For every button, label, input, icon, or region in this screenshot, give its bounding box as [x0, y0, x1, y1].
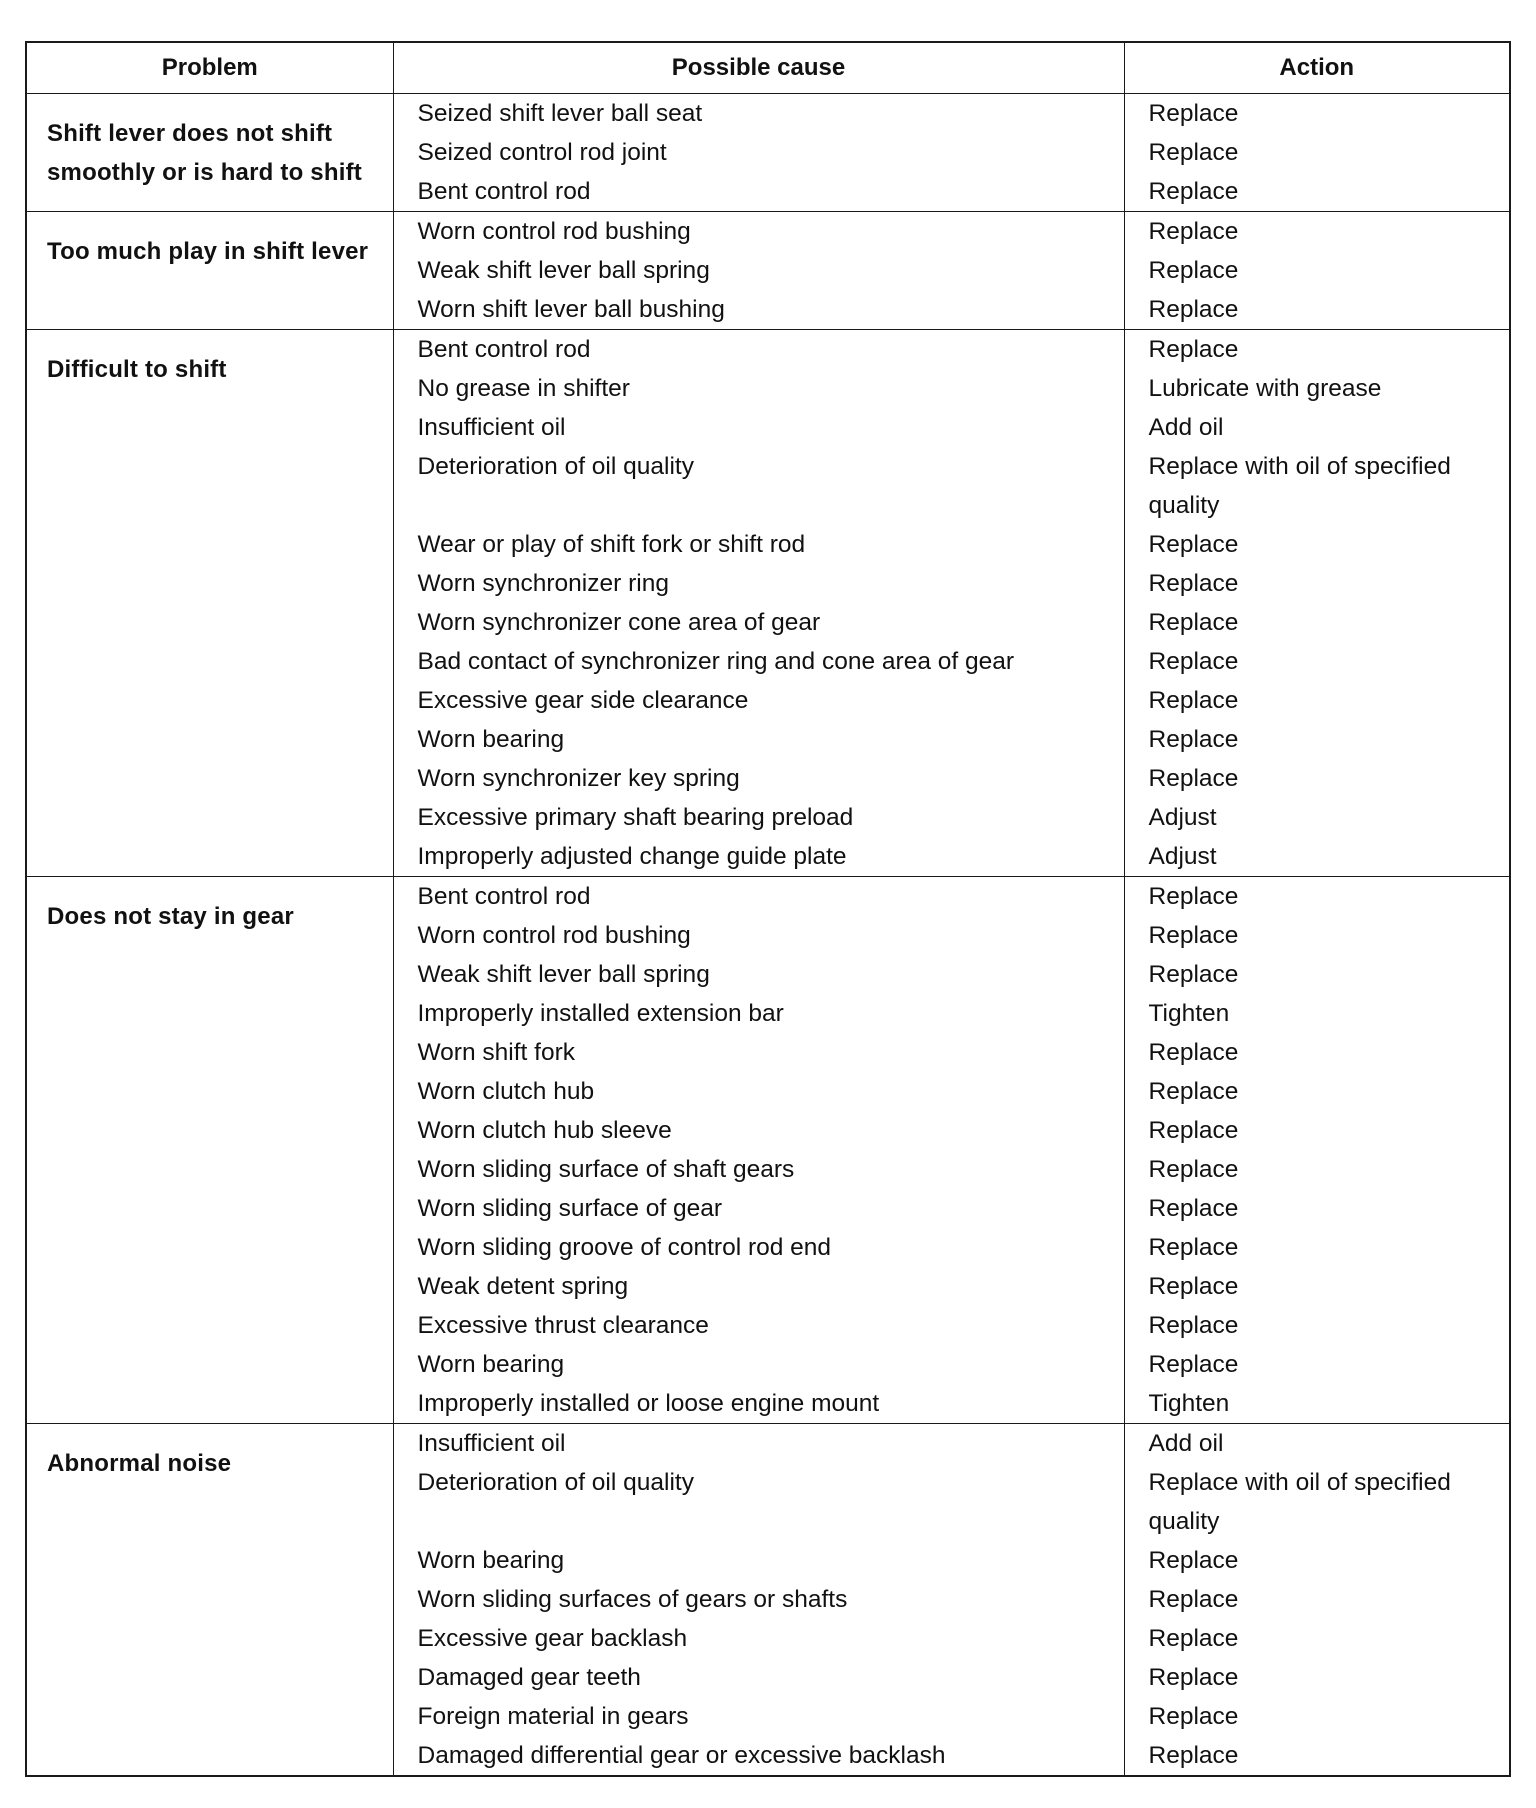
cause-item: Weak shift lever ball spring: [417, 961, 710, 988]
action-item: Replace: [1148, 1039, 1239, 1066]
action-cell: [1124, 94, 1510, 212]
action-item: Replace: [1148, 1156, 1239, 1183]
action-item: Tighten: [1148, 1390, 1230, 1417]
action-item: Replace: [1148, 1547, 1239, 1574]
action-item: Replace: [1148, 1273, 1239, 1300]
cause-item: Insufficient oil: [417, 1430, 566, 1457]
cause-item: Damaged differential gear or excessive backlash: [417, 1742, 946, 1769]
cause-item: Worn synchronizer key spring: [417, 765, 740, 792]
action-item: Replace: [1148, 531, 1239, 558]
cause-item: Improperly adjusted change guide plate: [417, 843, 847, 870]
action-item: Replace: [1148, 1742, 1239, 1769]
cause-cell: [393, 94, 1124, 212]
cause-item: Excessive gear backlash: [417, 1625, 688, 1652]
action-item: Replace: [1148, 1586, 1239, 1613]
action-item: Replace: [1148, 570, 1239, 597]
action-item: Add oil: [1148, 414, 1224, 441]
cause-item: Bad contact of synchronizer ring and cone area of gear: [417, 648, 1015, 675]
cause-cell: [393, 877, 1124, 1424]
action-cell: [1124, 330, 1510, 877]
header-problem: Problem: [26, 42, 393, 94]
action-item: Replace: [1148, 257, 1239, 284]
table-row: [26, 212, 1510, 330]
action-item: Replace: [1148, 1703, 1239, 1730]
cause-item: Deterioration of oil quality: [417, 1469, 694, 1496]
cause-item: Wear or play of shift fork or shift rod: [417, 531, 806, 558]
cause-item: Weak shift lever ball spring: [417, 257, 710, 284]
header-possible-cause: Possible cause: [393, 42, 1124, 94]
action-item: Replace: [1148, 961, 1239, 988]
cause-item: Improperly installed extension bar: [417, 1000, 784, 1027]
action-item: Replace: [1148, 218, 1239, 245]
problem-cell: Too much play in shift lever: [26, 212, 393, 330]
problem-cell: Does not stay in gear: [26, 877, 393, 1424]
cause-item: Insufficient oil: [417, 414, 566, 441]
cause-item: Worn control rod bushing: [417, 922, 691, 949]
cause-item: Seized control rod joint: [417, 139, 667, 166]
action-item: Replace: [1148, 1625, 1239, 1652]
cause-item: Worn bearing: [417, 726, 565, 753]
action-item: Replace: [1148, 1078, 1239, 1105]
action-cell: [1124, 877, 1510, 1424]
action-item: Add oil: [1148, 1430, 1224, 1457]
action-item: Replace: [1148, 1351, 1239, 1378]
cause-item: Bent control rod: [417, 336, 591, 363]
action-item: Replace: [1148, 609, 1239, 636]
cause-item: Worn synchronizer ring: [417, 570, 669, 597]
cause-item: Damaged gear teeth: [417, 1664, 641, 1691]
cause-item: Bent control rod: [417, 883, 591, 910]
cause-item: Worn sliding surface of gear: [417, 1195, 723, 1222]
action-item: Replace with oil of specified quality: [1148, 453, 1451, 519]
action-item: Replace with oil of specified quality: [1148, 1469, 1451, 1535]
header-action: Action: [1124, 42, 1510, 94]
cause-item: Worn shift lever ball bushing: [417, 296, 725, 323]
cause-item: Seized shift lever ball seat: [417, 100, 703, 127]
table-row: [26, 94, 1510, 212]
cause-item: Improperly installed or loose engine mount: [417, 1390, 880, 1417]
problem-group: [26, 330, 1510, 877]
action-item: Replace: [1148, 1312, 1239, 1339]
cause-item: Worn synchronizer cone area of gear: [417, 609, 821, 636]
action-item: Replace: [1148, 100, 1239, 127]
table-row: [26, 1424, 1510, 1777]
cause-item: Weak detent spring: [417, 1273, 629, 1300]
action-item: Replace: [1148, 296, 1239, 323]
cause-item: Worn shift fork: [417, 1039, 575, 1066]
table-header: [26, 42, 1510, 94]
cause-item: Excessive primary shaft bearing preload: [417, 804, 854, 831]
table-row: [26, 877, 1510, 1424]
cause-item: Worn control rod bushing: [417, 218, 691, 245]
problem-cell: Difficult to shift: [26, 330, 393, 877]
cause-item: Bent control rod: [417, 178, 591, 205]
action-item: Replace: [1148, 336, 1239, 363]
cause-item: Worn clutch hub: [417, 1078, 595, 1105]
cause-item: Foreign material in gears: [417, 1703, 689, 1730]
action-item: Replace: [1148, 883, 1239, 910]
problem-group: [26, 94, 1510, 212]
action-item: Replace: [1148, 648, 1239, 675]
problem-cell: Abnormal noise: [26, 1424, 393, 1777]
action-item: Adjust: [1148, 843, 1217, 870]
problem-group: [26, 1424, 1510, 1777]
problem-group: [26, 212, 1510, 330]
cause-item: Excessive thrust clearance: [417, 1312, 709, 1339]
cause-cell: [393, 1424, 1124, 1777]
action-item: Replace: [1148, 765, 1239, 792]
action-item: Replace: [1148, 139, 1239, 166]
troubleshooting-page: [25, 41, 1509, 1777]
action-item: Replace: [1148, 687, 1239, 714]
action-item: Replace: [1148, 922, 1239, 949]
action-item: Lubricate with grease: [1148, 375, 1382, 402]
action-cell: [1124, 1424, 1510, 1777]
cause-item: Worn bearing: [417, 1547, 565, 1574]
action-item: Tighten: [1148, 1000, 1230, 1027]
troubleshooting-table: [25, 41, 1511, 1777]
action-item: Replace: [1148, 1234, 1239, 1261]
action-item: Replace: [1148, 1117, 1239, 1144]
action-item: Replace: [1148, 1664, 1239, 1691]
action-item: Replace: [1148, 1195, 1239, 1222]
cause-item: Worn clutch hub sleeve: [417, 1117, 672, 1144]
problem-group: [26, 877, 1510, 1424]
action-item: Replace: [1148, 178, 1239, 205]
header-row: [26, 42, 1510, 94]
cause-cell: [393, 330, 1124, 877]
table-row: [26, 330, 1510, 877]
action-item: Replace: [1148, 726, 1239, 753]
cause-item: Deterioration of oil quality: [417, 453, 694, 480]
action-item: Adjust: [1148, 804, 1217, 831]
cause-item: Worn sliding surfaces of gears or shafts: [417, 1586, 848, 1613]
cause-item: Worn bearing: [417, 1351, 565, 1378]
cause-item: Excessive gear side clearance: [417, 687, 749, 714]
problem-cell: Shift lever does not shift smoothly or is hard to shift: [26, 94, 393, 212]
cause-item: No grease in shifter: [417, 375, 630, 402]
action-cell: [1124, 212, 1510, 330]
cause-item: Worn sliding surface of shaft gears: [417, 1156, 795, 1183]
cause-cell: [393, 212, 1124, 330]
cause-item: Worn sliding groove of control rod end: [417, 1234, 832, 1261]
